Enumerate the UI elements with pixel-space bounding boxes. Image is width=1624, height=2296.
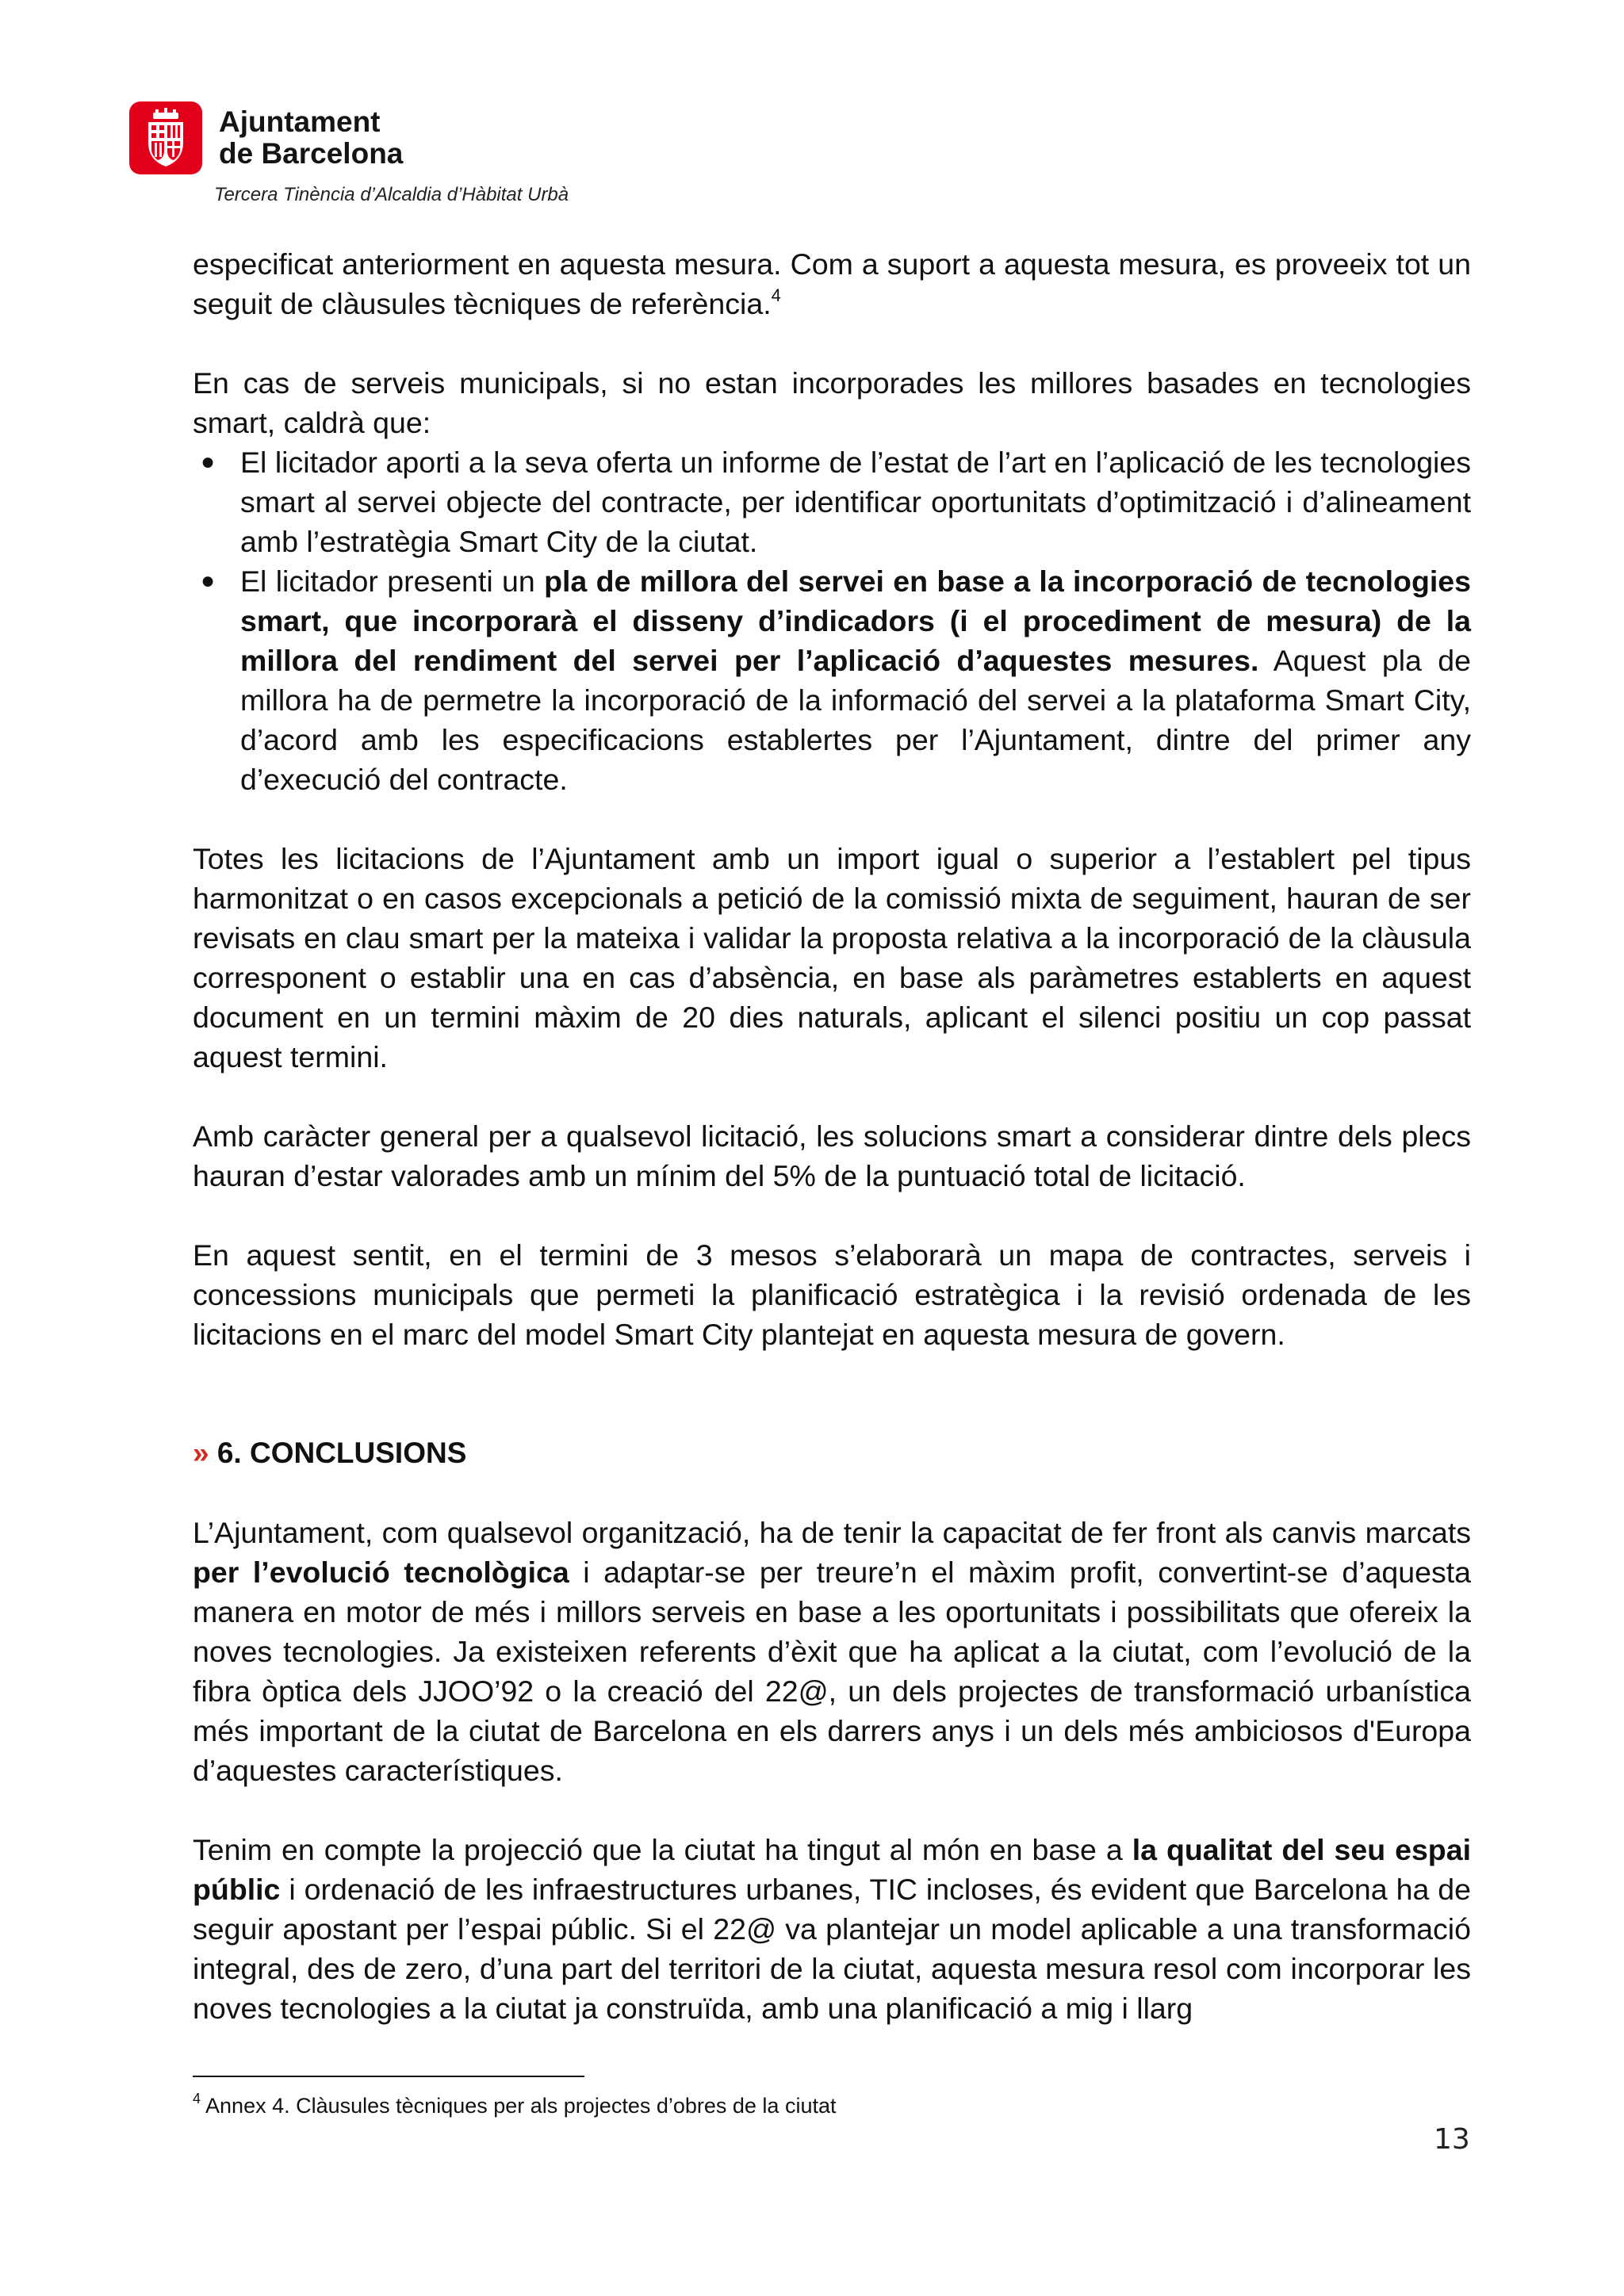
list-item	[193, 561, 1471, 799]
bullet-2-text-bold: pla de millora del servei en base a la incorporació de tecnologies smart, que incorporarà el disseny d’indicadors (i el procediment de mesura) de la millora del rendiment del servei per l’aplicació d’aquestes mesures.	[240, 564, 1471, 677]
page-number: 13	[1434, 2123, 1470, 2156]
brand-name	[219, 106, 403, 170]
footnote-number: 4	[193, 2091, 201, 2107]
paragraph-7	[193, 1830, 1471, 2028]
footnote-ref[interactable]: 4	[771, 285, 781, 305]
department-subheader: Tercera Tinència d’Alcaldia d’Hàbitat Urbà	[214, 184, 569, 205]
footnote-divider	[193, 2076, 584, 2077]
footnote-text: Annex 4. Clàusules tècniques per als projectes d’obres de la ciutat	[201, 2094, 837, 2118]
bullet-icon: ●	[201, 449, 216, 475]
paragraph-3	[193, 839, 1471, 1077]
bullet-2-text-post: Aquest pla de millora ha de permetre la incorporació de la informació del servei a la plataforma Smart City, d’acord amb les especificacions establertes per l’Ajuntament, dintre del primer any d’execució del contracte.	[240, 644, 1471, 796]
paragraph-2-text: En cas de serveis municipals, si no estan incorporades les millores basades en tecnologies smart, caldrà que:	[193, 366, 1471, 439]
paragraph-5-text: En aquest sentit, en el termini de 3 mesos s’elaborarà un mapa de contractes, serveis i concessions municipals que permeti la planificació estratègica i la revisió ordenada de les licitacions en el marc del model Smart City plantejat en aquesta mesura de govern.	[193, 1238, 1471, 1351]
paragraph-6-text-pre: L’Ajuntament, com qualsevol organització, ha de tenir la capacitat de fer front als canvis marcats	[193, 1516, 1471, 1549]
paragraph-7-text-pre: Tenim en compte la projecció que la ciutat ha tingut al món en base a	[193, 1833, 1132, 1866]
bullet-list	[193, 442, 1471, 799]
paragraph-1	[193, 244, 1471, 323]
section-heading	[193, 1433, 1471, 1473]
paragraph-6-text-post: i adaptar-se per treure’n el màxim profit, convertint-se d’aquesta manera en motor de més i millors serveis en base a les oportunitats i possibilitats que ofereix la noves tecnologies. Ja existeixen referents d’èxit que ha aplicat a la ciutat, com l’evolució de la fibra òptica dels JJOO’92 o la creació del 22@, un dels projectes de transformació urbanística més important de la ciutat de Barcelona en els darrers anys i un dels més ambiciosos d'Europa d’aquestes característiques.	[193, 1556, 1472, 1787]
paragraph-4	[193, 1116, 1471, 1196]
section-title: 6. CONCLUSIONS	[216, 1437, 467, 1469]
brand-line-2: de Barcelona	[219, 137, 404, 170]
barcelona-coat-of-arms-icon	[129, 101, 202, 174]
brand-line-1: Ajuntament	[219, 105, 381, 138]
bullet-icon: ●	[201, 568, 216, 594]
section-marker: »	[193, 1437, 209, 1469]
bullet-2-text-pre: El licitador presenti un	[240, 564, 545, 598]
paragraph-5	[193, 1235, 1471, 1354]
paragraph-2	[193, 363, 1471, 442]
paragraph-7-text-post: i ordenació de les infraestructures urbanes, TIC incloses, és evident que Barcelona ha de seguir apostant per l’espai públic. Si el 22@ va plantejar un model aplicable a una transformació integral, des de zero, d’una part del territori de la ciutat, aquesta mesura resol com incorporar les noves tecnologies a la ciutat ja construïda, amb una planificació a mig i llarg	[193, 1873, 1471, 2025]
paragraph-3-text: Totes les licitacions de l’Ajuntament amb un import igual o superior a l’establert pel tipus harmonitzat o en casos excepcionals a petició de la comissió mixta de seguiment, hauran de ser revisats en clau smart per la mateixa i validar la proposta relativa a la incorporació de la clàusula corresponent o establir una en cas d’absència, en base als paràmetres establerts en aquest document en un termini màxim de 20 dies naturals, aplicant el silenci positiu un cop passat aquest termini.	[193, 842, 1471, 1073]
paragraph-6-text-bold: per l’evolució tecnològica	[193, 1556, 569, 1589]
paragraph-1-text: especificat anteriorment en aquesta mesura. Com a suport a aquesta mesura, es proveeix tot un seguit de clàusules tècniques de referència.	[193, 247, 1471, 320]
paragraph-6	[193, 1513, 1471, 1790]
list-item	[193, 442, 1471, 561]
bullet-1-text: El licitador aporti a la seva oferta un informe de l’estat de l’art en l’aplicació de les tecnologies smart al servei objecte del contracte, per identificar oportunitats d’optimització i d’alineament amb l’estratègia Smart City de la ciutat.	[240, 446, 1471, 558]
footnote	[193, 2091, 837, 2120]
paragraph-4-text: Amb caràcter general per a qualsevol licitació, les solucions smart a considerar dintre dels plecs hauran d’estar valorades amb un mínim del 5% de la puntuació total de licitació.	[193, 1119, 1471, 1192]
paragraph-7-text-bold: la qualitat del seu espai públic	[193, 1833, 1471, 1906]
